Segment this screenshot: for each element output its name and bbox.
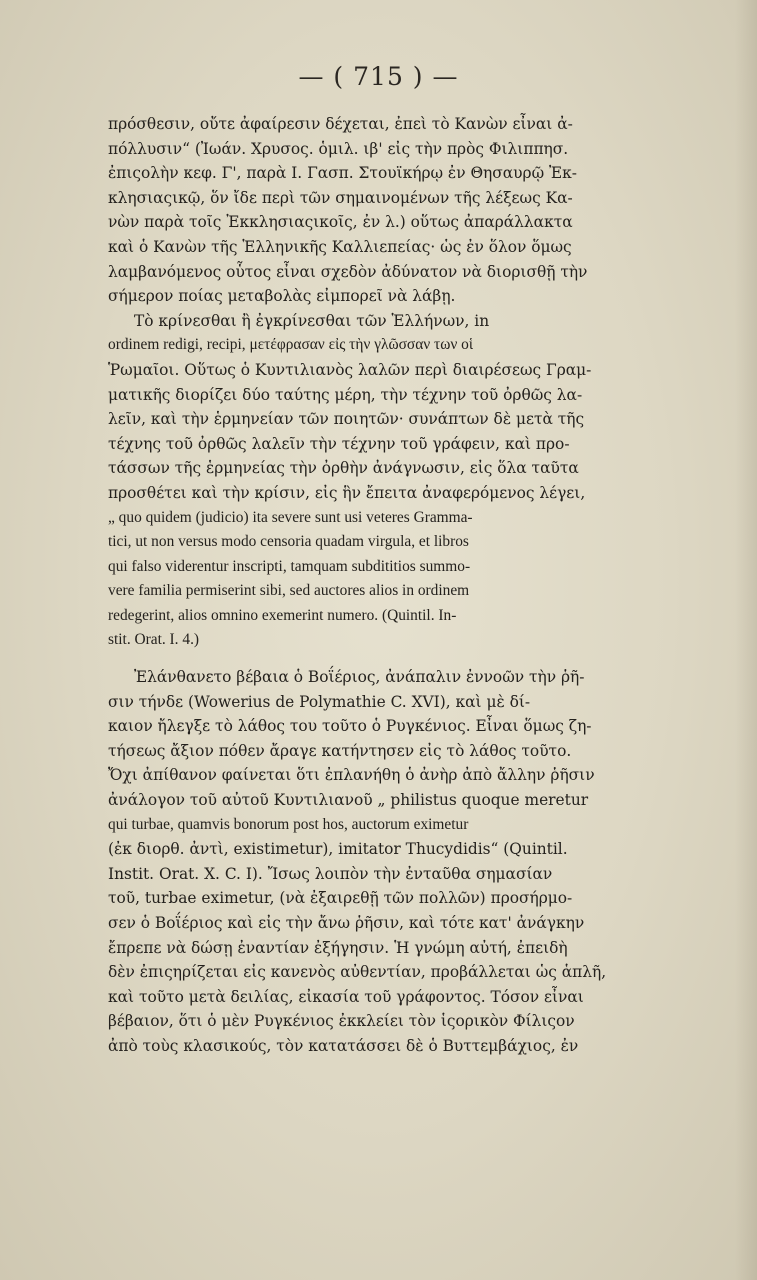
latin-quote-line: qui falso viderentur inscripti, tamquam subdititios summo- (108, 557, 471, 575)
text-line: λεῖν, καὶ τὴν ἑρμηνείαν τῶν ποιητῶν· συνάπτων δὲ μετὰ τῆς (108, 410, 585, 429)
text-line: πόλλυσιν“ (Ἰωάν. Χρυσος. ὁμιλ. ιβ' εἰς τὴν πρὸς Φιλιππησ. (108, 139, 569, 158)
page-edge-shadow (735, 0, 757, 1280)
text-line: λαμβανόμενος οὗτος εἶναι σχεδὸν ἀδύνατον νὰ διορισθῇ τὴν (108, 262, 588, 281)
paragraph-gap (108, 653, 683, 665)
text-line: Ὄχι ἀπίθανον φαίνεται ὅτι ἐπλανήθη ὁ ἀνὴρ ἀπὸ ἄλλην ῥῆσιν (108, 766, 595, 785)
text-line: βέβαιον, ὅτι ὁ μὲν Ρυγκένιος ἐκκλείει τὸν ἱςορικὸν Φίλιςον (108, 1012, 575, 1031)
text-line: προσθέτει καὶ τὴν κρίσιν, εἰς ἣν ἔπειτα ἀναφερόμενος λέγει, (108, 483, 586, 502)
text-line: τοῦ, turbae eximetur, (νὰ ἐξαιρεθῇ τῶν πολλῶν) προσήρμο- (108, 889, 573, 908)
text-line: Ῥωμαῖοι. Οὕτως ὁ Κυντιλιανὸς λαλῶν περὶ διαιρέσεως Γραμ- (108, 360, 592, 379)
text-line: νὼν παρὰ τοῖς Ἐκκλησιαςικοῖς, ἐν λ.) οὕτως ἀπαράλλακτα (108, 213, 573, 232)
text-line: καὶ τοῦτο μετὰ δειλίας, εἰκασία τοῦ γράφοντος. Τόσον εἶναι (108, 987, 584, 1006)
text-line: τήσεως ἄξιον πόθεν ἄραγε κατήντησεν εἰς τὸ λάθος τοῦτο. (108, 741, 572, 760)
text-line: Instit. Orat. X. C. I). Ἴσως λοιπὸν τὴν ἐνταῦθα σημασίαν (108, 864, 553, 883)
text-line: σεν ὁ Βοΐέριος καὶ εἰς τὴν ἄνω ῥῆσιν, καὶ τότε κατ' ἀνάγκην (108, 914, 585, 932)
paragraph-start-line: Τὸ κρίνεσθαι ἢ ἐγκρίνεσθαι τῶν Ἑλλήνων, in (134, 311, 490, 330)
text-line: ἀνάλογον τοῦ αὐτοῦ Κυντιλιανοῦ „ philistus quoque meretur (108, 791, 589, 810)
text-line: τέχνης τοῦ ὀρθῶς λαλεῖν τὴν τέχνην τοῦ γράφειν, καὶ προ- (108, 434, 570, 453)
latin-quote-line: „ quo quidem (judicio) ita severe sunt usi veteres Gramma- (108, 508, 473, 526)
text-line: καὶ ὁ Κανὼν τῆς Ἑλληνικῆς Καλλιεπείας· ὡς ἐν ὅλον ὅμως (108, 237, 572, 256)
latin-quote-line: redegerint, alios omnino exemerint numero. (Quintil. In- (108, 606, 457, 624)
page-number: — ( 715 ) — (298, 62, 459, 91)
text-line: (ἐκ διορθ. ἀντὶ, existimetur), imitator Thucydidis“ (Quintil. (108, 840, 568, 859)
text-line: ordinem redigi, recipi, μετέφρασαν εἰς τὴν γλῶσσαν των οἱ (108, 336, 474, 354)
text-line: κλησιαςικῷ, ὅν ἴδε περὶ τῶν σημαινομένων τῆς λέξεως Κα- (108, 188, 573, 207)
text-line: ἐπιςολὴν κεφ. Γ', παρὰ Ι. Γασπ. Στουϊκήρῳ ἐν Θησαυρῷ Ἐκ- (108, 164, 577, 183)
text-line: καιον ἤλεγξε τὸ λάθος του τοῦτο ὁ Ρυγκένιος. Εἶναι ὅμως ζη- (108, 717, 592, 736)
paragraph-start-line: Ἐλάνθανετο βέβαια ὁ Βοΐέριος, ἀνάπαλιν ἐννοῶν τὴν ῥῆ- (134, 668, 585, 687)
text-line: σήμερον ποίας μεταβολὰς εἰμπορεῖ νὰ λάβῃ. (108, 287, 456, 306)
body-text (108, 112, 683, 1059)
latin-quote-line: tici, ut non versus modo censoria quadam virgula, et libros (108, 533, 469, 551)
text-line: ματικῆς διορίζει δύο ταύτης μέρη, τὴν τέχνην τοῦ ὀρθῶς λα- (108, 385, 583, 404)
text-line: ἀπὸ τοὺς κλασικούς, τὸν κατατάσσει δὲ ὁ Βυττεμβάχιος, ἐν (108, 1036, 579, 1055)
text-line: τάσσων τῆς ἑρμηνείας τὴν ὀρθὴν ἀνάγνωσιν, εἰς ὅλα ταῦτα (108, 459, 579, 478)
text-line: δὲν ἐπιςηρίζεται εἰς κανενὸς αὐθεντίαν, προβάλλεται ὡς ἁπλῆ, (108, 963, 607, 982)
latin-quote-line: qui turbae, quamvis bonorum post hos, auctorum eximetur (108, 815, 469, 833)
latin-quote-line: stit. Orat. I. 4.) (108, 631, 200, 649)
latin-quote-line: vere familia permiserint sibi, sed auctores alios in ordinem (108, 582, 470, 600)
text-line: πρόσθεσιν, οὔτε ἀφαίρεσιν δέχεται, ἐπεὶ τὸ Κανὼν εἶναι ἀ- (108, 115, 573, 133)
text-line: σιν τήνδε (Wowerius de Polymathie C. XVI), καὶ μὲ δί- (108, 692, 531, 711)
text-line: ἔπρεπε νὰ δώσῃ ἐναντίαν ἐξήγησιν. Ἡ γνώμη αὐτή, ἐπειδὴ (108, 938, 568, 957)
